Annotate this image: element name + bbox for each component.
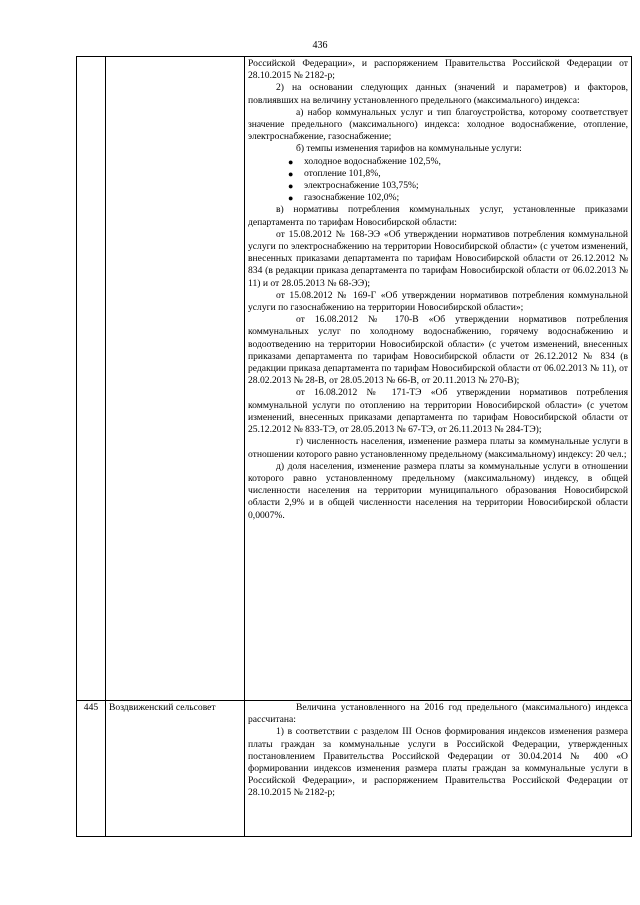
paragraph: Российской Федерации», и распоряжением Правительства Российской Федерации от 28.10.2015 № 2182-р; bbox=[248, 58, 628, 82]
tariff-list bbox=[248, 156, 628, 205]
page-number: 436 bbox=[312, 40, 328, 51]
paragraph: от 15.08.2012 № 168-ЭЭ «Об утверждении нормативов потребления коммунальной услуги по электроснабжению на территории Новосибирской области» (с учетом изменений, внесенных приказами департамента по тарифам Новосибирской области от 26.12.2012 № 834 (в редакции приказа департамента по тарифам Новосибирской области от 06.02.2013 № 11) и от 28.05.2013 № 68-ЭЭ); bbox=[248, 228, 628, 289]
municipality-name: Воздвиженский сельсовет bbox=[106, 701, 245, 837]
list-item bbox=[286, 180, 628, 192]
paragraph: в) нормативы потребления коммунальных услуг, установленные приказами департамента по тарифам Новосибирской области: bbox=[248, 204, 628, 228]
row-content bbox=[245, 57, 632, 701]
list-item-text: холодное водоснабжение 102,5%, bbox=[304, 155, 441, 167]
bullet-icon: ● bbox=[288, 168, 294, 179]
document-table bbox=[76, 56, 632, 837]
paragraph: а) набор коммунальных услуг и тип благоустройства, которому соответствует значение предельного (максимального) индекса: холодное водоснабжение, отопление, электроснабжение, газоснабжение; bbox=[248, 106, 628, 143]
row-number: 445 bbox=[77, 701, 106, 837]
paragraph: от 15.08.2012 № 169-Г «Об утверждении нормативов потребления коммунальной услуги по газоснабжению на территории Новосибирской области»; bbox=[248, 289, 628, 314]
list-item bbox=[286, 156, 628, 168]
municipality-name bbox=[106, 57, 245, 701]
list-item-text: отопление 101,8%, bbox=[304, 167, 381, 179]
paragraph: от 16.08.2012 № 171-ТЭ «Об утверждении нормативов потребления коммунальной услуги по отоплению на территории Новосибирской области» (с учетом изменений, внесенных приказами департамента по тарифам Новосибирской области от 25.12.2012 № 833-ТЭ, от 28.05.2013 № 67-ТЭ, от 26.11.2013 № 284-ТЭ); bbox=[248, 387, 628, 436]
paragraph: г) численность населения, изменение размера платы за коммунальные услуги в отношении которого равно установленному предельному (максимальному) индексу: 20 чел.; bbox=[248, 436, 628, 460]
list-item-text: газоснабжение 102,0%; bbox=[304, 192, 400, 204]
list-item-text: электроснабжение 103,75%; bbox=[304, 180, 419, 192]
bullet-icon: ● bbox=[288, 156, 294, 167]
paragraph: 2) на основании следующих данных (значений и параметров) и факторов, повлиявших на величину установленного предельного (максимального) индекса: bbox=[248, 82, 628, 106]
paragraph: от 16.08.2012 № 170-В «Об утверждении нормативов потребления коммунальных услуг по холодному водоснабжению, горячему водоснабжению и водоотведению на территории Новосибирской области» (с учетом изменений, внесенных приказами департамента по тарифам Новосибирской области от 26.12.2012 № 834 (в редакции приказа департамента по тарифам Новосибирской области от 06.02.2013 № 11), от 28.02.2013 № 28-В, от 28.05.2013 № 66-В, от 20.11.2013 № 270-В); bbox=[248, 314, 628, 387]
table-row bbox=[77, 57, 632, 701]
paragraph: д) доля населения, изменение размера платы за коммунальные услуги в отношении которого равно установленному предельному (максимальному) индексу, в общей численности населения на территории муниципального образования Новосибирской области 2,9% и в общей численности населения на территории Новосибирской области 0,0007%. bbox=[248, 460, 628, 521]
paragraph: 1) в соответствии с разделом III Основ формирования индексов изменения размера платы граждан за коммунальные услуги в Российской Федерации, утвержденных постановлением Правительства Российской Федерации от 30.04.2014 № 400 «О формировании индексов изменения размера платы граждан за коммунальные услуги в Российской Федерации», и распоряжением Правительства Российской Федерации от 28.10.2015 № 2182-р; bbox=[248, 726, 628, 799]
paragraph: Величина установленного на 2016 год предельного (максимального) индекса рассчитана: bbox=[248, 702, 628, 726]
bullet-icon: ● bbox=[288, 193, 294, 204]
table-row bbox=[77, 701, 632, 837]
list-item bbox=[286, 168, 628, 180]
row-number bbox=[77, 57, 106, 701]
paragraph: б) темпы изменения тарифов на коммунальные услуги: bbox=[296, 143, 522, 155]
bullet-icon: ● bbox=[288, 181, 294, 192]
list-item bbox=[286, 192, 628, 204]
row-content bbox=[245, 701, 632, 837]
